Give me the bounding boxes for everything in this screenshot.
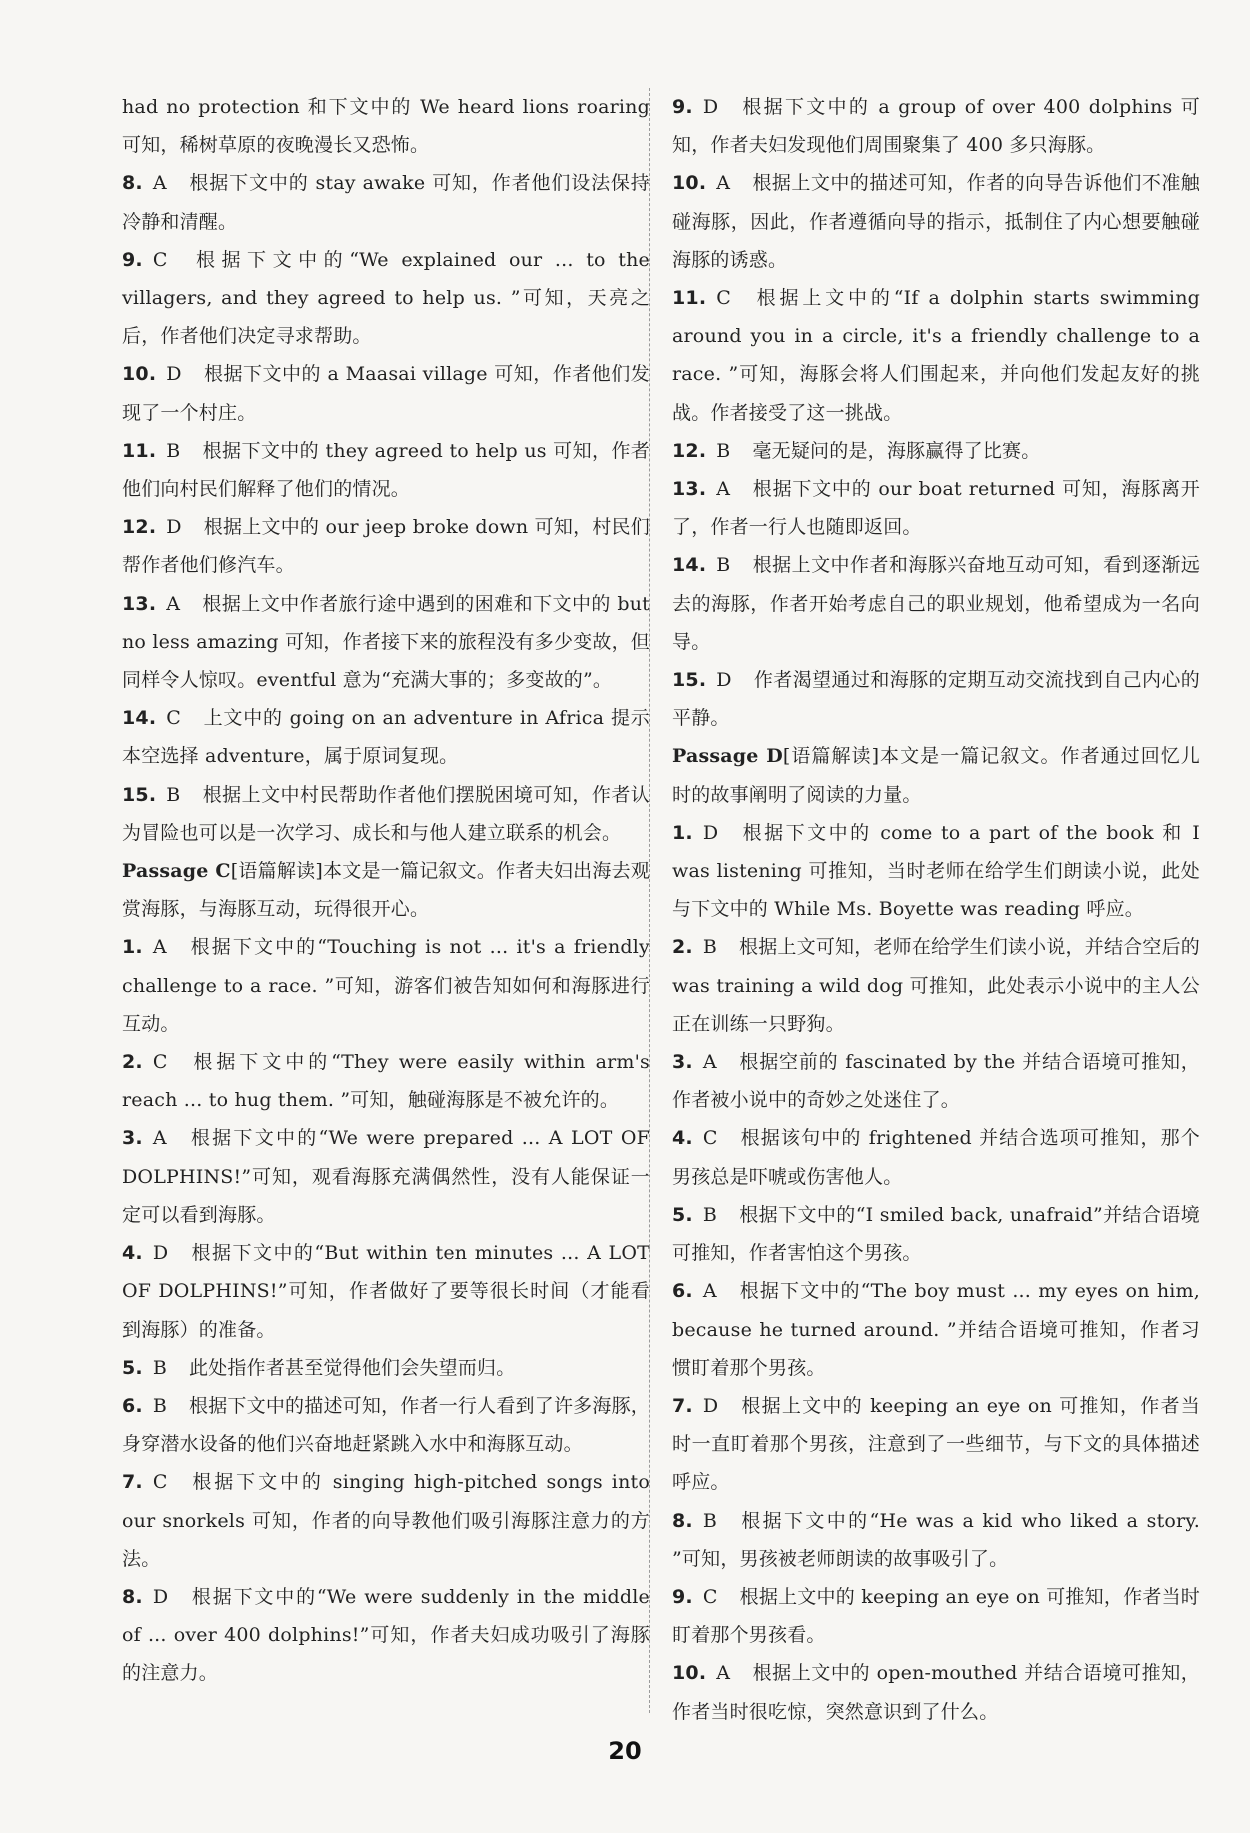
passage-c-summary: 本文是一篇记叙文。作者夫妇出海去观赏海豚，与海豚互动，玩得很开心。 (122, 860, 651, 921)
passage-c-title: Passage C (122, 860, 231, 883)
explanation-text: 根据下文中的 stay awake 可知，作者他们设法保持冷静和清醒。 (122, 172, 650, 233)
question-number: 13. (122, 592, 157, 615)
answer-letter: C (152, 1051, 168, 1074)
answer-letter: C (702, 1585, 718, 1608)
answer-letter: B (166, 783, 181, 806)
explanation-text: 根据该句中的 frightened 并结合选项可推知，那个男孩总是吓唬或伤害他人。 (672, 1127, 1200, 1188)
answer-letter: D (152, 1242, 169, 1265)
question-number: 10. (672, 1662, 707, 1685)
question-number: 8. (122, 1585, 143, 1608)
explanation-text: 根据上文中的 open-mouthed 并结合语境可推知，作者当时很吃惊，突然意识到了什么。 (672, 1662, 1200, 1723)
question-number: 12. (672, 439, 707, 462)
explanation-text: 根据下文中的“But within ten minutes ... A LOT OF DOLPHINS!”可知，作者做好了要等很长时间（才能看到海豚）的准备。 (122, 1242, 650, 1341)
explanation-text: 根据下文中的“We were suddenly in the middle of ... over 400 dolphins!”可知，作者夫妇成功吸引了海豚的注意力。 (122, 1585, 650, 1685)
question-number: 6. (672, 1280, 693, 1303)
answer-letter: D (166, 516, 182, 539)
answer-letter: B (702, 1203, 718, 1226)
question-number: 5. (672, 1203, 693, 1226)
passage-d-summary: 本文是一篇记叙文。作者通过回忆儿时的故事阐明了阅读的力量。 (672, 745, 1201, 806)
question-number: 8. (122, 172, 143, 195)
question-number: 2. (122, 1051, 143, 1074)
answer-item (672, 1196, 1200, 1272)
explanation-text: 根据下文中的 our boat returned 可知，海豚离开了，作者一行人也随即返回。 (672, 478, 1200, 539)
question-number: 9. (672, 96, 693, 118)
passage-c-label: [语篇解读] (230, 860, 323, 883)
answer-letter: A (152, 172, 167, 195)
question-number: 15. (672, 669, 707, 692)
question-number: 14. (122, 707, 157, 730)
answer-item (122, 585, 650, 700)
question-number: 9. (672, 1585, 693, 1608)
explanation-text: 根据下文中的 a group of over 400 dolphins 可知，作者夫妇发现他们周围聚集了 400 多只海豚。 (672, 96, 1200, 157)
explanation-text: 根据下文中的“He was a kid who liked a story. ”可知，男孩被老师朗读的故事吸引了。 (672, 1509, 1200, 1570)
answer-letter: B (152, 1394, 168, 1417)
answer-item (672, 814, 1200, 929)
answer-letter: C (152, 1471, 168, 1494)
question-number: 13. (672, 478, 707, 501)
answer-item (122, 1463, 650, 1578)
answer-letter: A (166, 592, 181, 615)
explanation-text: 根据上文中的 keeping an eye on 可推知，作者当时一直盯着那个男孩，注意到了一些细节，与下文的具体描述呼应。 (672, 1394, 1200, 1494)
answer-item (122, 355, 650, 431)
left-passage-items (122, 928, 650, 1692)
answer-item (672, 1387, 1200, 1502)
answer-letter: B (716, 439, 731, 462)
explanation-text: 根据下文中的“I smiled back, unafraid”并结合语境可推知，作者害怕这个男孩。 (672, 1203, 1200, 1265)
answer-item (122, 1043, 650, 1119)
answer-item (122, 928, 650, 1043)
answer-item (122, 1234, 650, 1349)
answer-letter: B (166, 439, 181, 462)
answer-letter: B (702, 936, 718, 959)
answer-item (122, 164, 650, 240)
answer-item (672, 279, 1200, 432)
explanation-text: 根据上文中的“If a dolphin starts swimming around you in a circle, it's a friendly challenge to a race. ”可知，海豚会将人们围起来，并向他们发起友好的挑战。作者接受了这一挑战。 (672, 287, 1200, 424)
question-number: 3. (672, 1051, 693, 1074)
answer-letter: D (702, 821, 719, 844)
question-number: 12. (122, 516, 157, 539)
answer-item (122, 699, 650, 775)
explanation-text: 根据下文中的描述可知，作者一行人看到了许多海豚，身穿潜水设备的他们兴奋地赶紧跳入水中和海豚互动。 (122, 1394, 650, 1456)
left-items (122, 88, 650, 852)
answer-item (122, 88, 650, 164)
answer-item (122, 432, 650, 508)
explanation-text: 根据上文中作者和海豚兴奋地互动可知，看到逐渐远去的海豚，作者开始考虑自己的职业规划，他希望成为一名向导。 (672, 554, 1200, 653)
question-number: 3. (122, 1127, 143, 1150)
answer-letter: B (152, 1356, 168, 1379)
explanation-text: 根据下文中的 a Maasai village 可知，作者他们发现了一个村庄。 (122, 363, 650, 424)
answer-item (122, 241, 650, 356)
right-column (672, 88, 1200, 1731)
answer-letter: D (702, 1394, 719, 1417)
answer-letter: A (702, 1280, 717, 1303)
page-number: 20 (608, 1737, 642, 1765)
question-number: 11. (122, 439, 157, 462)
answer-letter: B (702, 1509, 718, 1532)
answer-item (672, 1502, 1200, 1578)
answer-item (672, 88, 1200, 164)
answer-item (672, 928, 1200, 1043)
answer-item (672, 470, 1200, 546)
answer-item (672, 1654, 1200, 1730)
answer-item (122, 508, 650, 584)
explanation-text: 根据上文中的描述可知，作者的向导告诉他们不准触碰海豚，因此，作者遵循向导的指示，抵制住了内心想要触碰海豚的诱惑。 (672, 172, 1200, 271)
question-number: 1. (122, 936, 143, 959)
answer-letter: D (702, 96, 719, 118)
answer-item (672, 1272, 1200, 1387)
answer-letter: D (152, 1585, 169, 1608)
question-number: 2. (672, 936, 693, 959)
question-number: 11. (672, 287, 707, 310)
explanation-text: 根据下文中的“Touching is not ... it's a friendly challenge to a race. ”可知，游客们被告知如何和海豚进行互动。 (122, 936, 650, 1035)
passage-d-title: Passage D (672, 745, 783, 768)
explanation-text: 此处指作者甚至觉得他们会失望而归。 (189, 1356, 516, 1379)
explanation-text: 根据下文中的“We explained our ... to the villagers, and they agreed to help us. ”可知，天亮之后，作者他们决定寻求帮助。 (122, 248, 650, 348)
answer-item (122, 1578, 650, 1693)
right-items (672, 88, 1200, 737)
explanation-text: 根据下文中的 they agreed to help us 可知，作者他们向村民们解释了他们的情况。 (122, 439, 650, 501)
explanation-text: 作者渴望通过和海豚的定期互动交流找到自己内心的平静。 (672, 669, 1200, 730)
answer-letter: C (152, 248, 168, 271)
answer-item (672, 432, 1200, 470)
answer-letter: C (702, 1127, 718, 1150)
answer-letter: A (716, 478, 731, 501)
question-number: 4. (122, 1242, 143, 1265)
answer-letter: A (152, 1127, 167, 1150)
question-number: 8. (672, 1509, 693, 1532)
left-column (122, 88, 650, 1693)
question-number: 5. (122, 1356, 143, 1379)
explanation-text: 上文中的 going on an adventure in Africa 提示本空选择 adventure，属于原词复现。 (122, 707, 650, 768)
explanation-text: 根据上文中的 our jeep broke down 可知，村民们帮作者他们修汽车。 (122, 516, 650, 577)
explanation-text: 根据下文中的“They were easily within arm's reach ... to hug them. ”可知，触碰海豚是不被允许的。 (122, 1051, 650, 1112)
explanation-text: 毫无疑问的是，海豚赢得了比赛。 (752, 439, 1041, 462)
answer-item (672, 661, 1200, 737)
explanation-text: 根据上文中村民帮助作者他们摆脱困境可知，作者认为冒险也可以是一次学习、成长和与他人建立联系的机会。 (122, 783, 650, 844)
explanation-text: 根据下文中的“The boy must ... my eyes on him, because he turned around. ”并结合语境可推知，作者习惯盯着那个男孩。 (672, 1280, 1200, 1379)
answer-item (672, 164, 1200, 279)
answer-item (672, 1119, 1200, 1195)
question-number: 4. (672, 1127, 693, 1150)
answer-letter: A (716, 1662, 731, 1685)
answer-letter: A (702, 1051, 717, 1074)
explanation-text: 根据下文中的 come to a part of the book 和 I was listening 可推知，当时老师在给学生们朗读小说，此处与下文中的 While Ms. Boyette was reading 呼应。 (672, 821, 1200, 921)
column-divider (649, 88, 650, 1713)
answer-letter: A (152, 936, 167, 959)
answer-letter: D (166, 363, 182, 386)
question-number: 9. (122, 248, 143, 271)
answer-item (672, 1043, 1200, 1119)
explanation-text: 根据空前的 fascinated by the 并结合语境可推知，作者被小说中的奇妙之处迷住了。 (672, 1051, 1200, 1112)
question-number: 10. (122, 363, 157, 386)
explanation-text: had no protection 和下文中的 We heard lions roaring 可知，稀树草原的夜晚漫长又恐怖。 (122, 96, 650, 157)
answer-letter: C (716, 287, 732, 310)
answer-item (122, 1119, 650, 1234)
question-number: 7. (122, 1471, 143, 1494)
answer-letter: B (716, 554, 731, 577)
answer-item (122, 1349, 650, 1387)
passage-d-header (672, 737, 1200, 813)
question-number: 15. (122, 783, 157, 806)
answer-item (122, 776, 650, 852)
question-number: 10. (672, 172, 707, 195)
passage-d-label: [语篇解读] (782, 745, 880, 768)
answer-item (122, 1387, 650, 1463)
explanation-text: 根据下文中的“We were prepared ... A LOT OF DOLPHINS!”可知，观看海豚充满偶然性，没有人能保证一定可以看到海豚。 (122, 1127, 650, 1226)
right-passage-items (672, 814, 1200, 1731)
question-number: 14. (672, 554, 707, 577)
answer-item (672, 546, 1200, 661)
answer-letter: C (166, 707, 182, 730)
question-number: 6. (122, 1394, 143, 1417)
explanation-text: 根据上文可知，老师在给学生们读小说，并结合空后的 was training a wild dog 可推知，此处表示小说中的主人公正在训练一只野狗。 (672, 936, 1200, 1035)
answer-letter: A (716, 172, 731, 195)
explanation-text: 根据下文中的 singing high-pitched songs into our snorkels 可知，作者的向导教他们吸引海豚注意力的方法。 (122, 1471, 650, 1570)
explanation-text: 根据上文中的 keeping an eye on 可推知，作者当时盯着那个男孩看。 (672, 1585, 1200, 1647)
question-number: 1. (672, 821, 693, 844)
answer-letter: D (716, 669, 732, 692)
explanation-text: 根据上文中作者旅行途中遇到的困难和下文中的 but no less amazing 可知，作者接下来的旅程没有多少变故，但同样令人惊叹。eventful 意为“充满大事的；多变故的”。 (122, 592, 650, 692)
passage-c-header (122, 852, 650, 928)
answer-item (672, 1578, 1200, 1654)
question-number: 7. (672, 1394, 693, 1417)
